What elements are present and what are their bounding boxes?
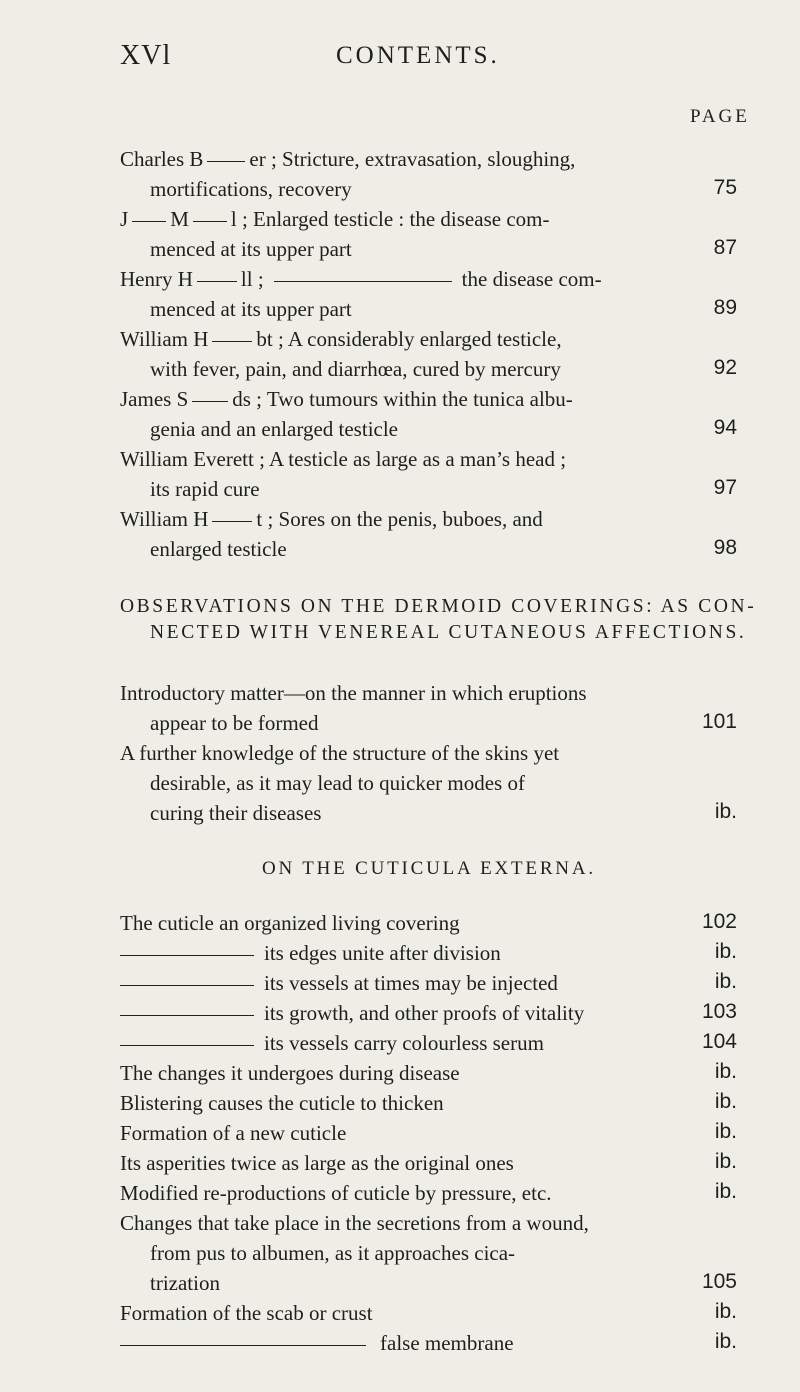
page-number: ib.	[714, 1120, 737, 1143]
case-description: ; A testicle as large as a man’s head ;	[259, 447, 567, 471]
case-description-cont: menced at its upper part	[150, 237, 352, 261]
page-column-label: PAGE	[690, 106, 750, 127]
page-number: 87	[713, 236, 737, 259]
case-description: t ; Sores on the penis, buboes, and	[256, 507, 543, 531]
case-description-cont: enlarged testicle	[150, 537, 287, 561]
entry-text-cont: appear to be formed	[150, 711, 319, 735]
page-number: ib.	[714, 1150, 737, 1173]
page-number: 75	[713, 176, 737, 199]
name-dash	[197, 281, 237, 282]
page-number: 94	[713, 416, 737, 439]
name-dash	[212, 521, 252, 522]
page-number: 98	[713, 536, 737, 559]
page-number: ib.	[714, 1180, 737, 1203]
case-description: ds ; Two tumours within the tunica albu-	[232, 387, 573, 411]
entry-text: its vessels carry colourless serum	[264, 1031, 544, 1055]
page-number: 89	[713, 296, 737, 319]
ditto-rule	[120, 985, 254, 986]
name-dash	[193, 221, 227, 222]
case-description-cont: its rapid cure	[150, 477, 260, 501]
case-description: ll ;	[240, 267, 264, 291]
case-name: J	[120, 207, 129, 231]
entry-text-cont: from pus to albumen, as it approaches cica-	[150, 1241, 516, 1265]
page-number: ib.	[714, 800, 737, 823]
section-heading-cont: NECTED WITH VENEREAL CUTANEOUS AFFECTIONS.	[150, 622, 747, 643]
entry-text: Modified re-productions of cuticle by pressure, etc.	[120, 1181, 552, 1205]
page-number: 102	[701, 910, 737, 933]
entry-text: Its asperities twice as large as the original ones	[120, 1151, 514, 1175]
case-description-cont: genia and an enlarged testicle	[150, 417, 399, 441]
entry-text: its vessels at times may be injected	[264, 971, 558, 995]
case-name-second: M	[170, 207, 189, 231]
case-description: bt ; A considerably enlarged testicle,	[256, 327, 562, 351]
entry-text: The changes it undergoes during disease	[120, 1061, 460, 1085]
case-description-cont: with fever, pain, and diarrhœa, cured by mercury	[150, 357, 561, 381]
entry-text-cont: trization	[150, 1271, 220, 1295]
page-number: ib.	[714, 1300, 737, 1323]
ditto-rule	[274, 281, 452, 282]
ditto-rule	[120, 955, 254, 956]
page-number: ib.	[714, 1090, 737, 1113]
name-dash	[132, 221, 166, 222]
name-dash	[192, 401, 228, 402]
page-number: 105	[701, 1270, 737, 1293]
ditto-rule	[120, 1045, 254, 1046]
folio-number: XVl	[120, 40, 172, 71]
name-dash	[212, 341, 252, 342]
page-number: ib.	[714, 970, 737, 993]
section-heading: OBSERVATIONS ON THE DERMOID COVERINGS: AS CON-	[120, 596, 757, 617]
entry-text-cont: curing their diseases	[150, 801, 322, 825]
page-number: 97	[713, 476, 737, 499]
page-header	[120, 40, 760, 74]
entry-text-cont: desirable, as it may lead to quicker modes of	[150, 771, 525, 795]
case-name: Charles B	[120, 147, 204, 171]
case-description-cont: menced at its upper part	[150, 297, 352, 321]
entry-text: Introductory matter—on the manner in which eruptions	[120, 681, 587, 705]
case-name: William H	[120, 327, 209, 351]
page-number: 104	[701, 1030, 737, 1053]
entry-text: its edges unite after division	[264, 941, 501, 965]
page-number: ib.	[714, 1060, 737, 1083]
entry-text: false membrane	[380, 1331, 514, 1355]
ditto-rule	[120, 1345, 366, 1346]
page-number: 101	[701, 710, 737, 733]
case-description-part: the disease com-	[461, 267, 602, 291]
ditto-rule	[120, 1015, 254, 1016]
entry-text: The cuticle an organized living covering	[120, 911, 460, 935]
entry-text: Blistering causes the cuticle to thicken	[120, 1091, 444, 1115]
entry-text: Formation of a new cuticle	[120, 1121, 347, 1145]
page-number: 92	[713, 356, 737, 379]
case-name: William H	[120, 507, 209, 531]
page-number: ib.	[714, 940, 737, 963]
entry-text: Changes that take place in the secretions from a wound,	[120, 1211, 589, 1235]
case-name: William Everett	[120, 447, 254, 471]
page-number: ib.	[714, 1330, 737, 1353]
entry-text: A further knowledge of the structure of the skins yet	[120, 741, 560, 765]
entry-text: its growth, and other proofs of vitality	[264, 1001, 585, 1025]
page-number: 103	[701, 1000, 737, 1023]
case-description-cont: mortifications, recovery	[150, 177, 352, 201]
case-description: er ; Stricture, extravasation, sloughing,	[249, 147, 576, 171]
case-description: l ; Enlarged testicle : the disease com-	[230, 207, 550, 231]
case-name: James S	[120, 387, 189, 411]
running-title: CONTENTS.	[336, 42, 500, 69]
subsection-heading: ON THE CUTICULA EXTERNA.	[262, 858, 596, 879]
entry-text: Formation of the scab or crust	[120, 1301, 373, 1325]
case-name: Henry H	[120, 267, 193, 291]
name-dash	[207, 161, 245, 162]
